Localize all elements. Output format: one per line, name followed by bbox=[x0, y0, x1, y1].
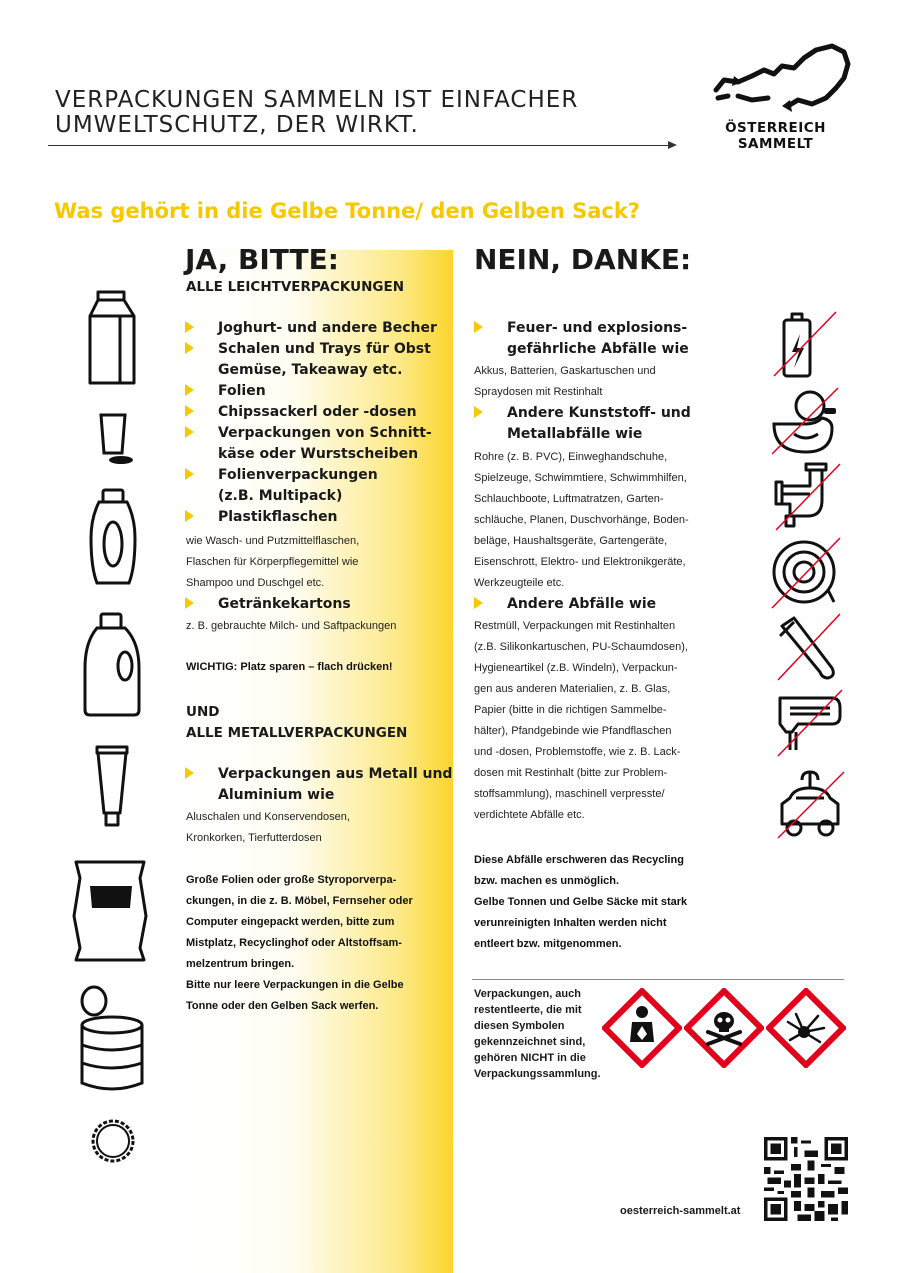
health-hazard-icon bbox=[602, 988, 682, 1068]
austria-map-icon bbox=[708, 40, 853, 118]
no-item-3-detail bbox=[474, 616, 688, 826]
important-note: WICHTIG: Platz sparen – flach drücken! bbox=[186, 661, 393, 673]
bullet-icon bbox=[185, 321, 194, 333]
headline-line-1: VERPACKUNGEN SAMMELN IST EINFACHER bbox=[55, 87, 579, 113]
no-item-3 bbox=[507, 594, 656, 615]
metal-detail bbox=[186, 807, 350, 849]
headline bbox=[55, 88, 578, 138]
bullet-icon bbox=[185, 426, 194, 438]
yes-subtitle: ALLE LEICHTVERPACKUNGEN bbox=[186, 279, 404, 295]
bullet-icon bbox=[185, 384, 194, 396]
metal-item-line: Aluminium wie bbox=[218, 787, 335, 803]
detail-line: Kronkorken, Tierfutterdosen bbox=[186, 832, 322, 844]
metal-heading-line: ALLE METALLVERPACKUNGEN bbox=[186, 725, 408, 741]
bullet-icon bbox=[185, 468, 194, 480]
hazard-line: restentleerte, die mit bbox=[474, 1004, 582, 1016]
milk-carton-icon bbox=[86, 290, 138, 386]
yes-item-3 bbox=[218, 381, 266, 402]
detail-line: gen aus anderen Materialien, z. B. Glas, bbox=[474, 683, 671, 695]
hand-mixer-crossed-icon bbox=[774, 688, 844, 758]
no-item-1-detail bbox=[474, 361, 656, 403]
detail-line: Spraydosen mit Restinhalt bbox=[474, 386, 603, 398]
shampoo-bottle-icon bbox=[89, 488, 137, 586]
logo-text bbox=[708, 120, 843, 152]
yes-notes bbox=[186, 870, 413, 1017]
yes-item-5-line: käse oder Wurstscheiben bbox=[218, 446, 419, 462]
pipes-crossed-icon bbox=[770, 460, 844, 532]
divider bbox=[472, 979, 844, 980]
beverage-cartons-item bbox=[218, 594, 351, 615]
hazard-line: gehören NICHT in die bbox=[474, 1052, 586, 1064]
chips-bag-icon bbox=[70, 856, 150, 966]
no-item-2-line: Metallabfälle wie bbox=[507, 426, 643, 442]
detail-line: Eisenschrott, Elektro- und Elektronikgeräte, bbox=[474, 556, 686, 568]
yes-item-6-line: Folienverpackungen bbox=[218, 467, 378, 483]
metal-heading bbox=[186, 702, 407, 744]
explosive-icon bbox=[766, 988, 846, 1068]
detail-line: Restmüll, Verpackungen mit Restinhalten bbox=[474, 620, 676, 632]
no-item-2-line: Andere Kunststoff- und bbox=[507, 405, 691, 421]
yes-item-7-line: Plastikflaschen bbox=[218, 509, 338, 525]
note-line: Mistplatz, Recyclinghof oder Altstoffsam- bbox=[186, 937, 402, 949]
no-title: NEIN, DANKE: bbox=[474, 243, 692, 276]
note-line: Tonne oder den Gelben Sack werfen. bbox=[186, 1000, 379, 1012]
yes-item-2 bbox=[218, 339, 431, 381]
yogurt-cup-icon bbox=[95, 410, 135, 470]
no-item-1-line: Feuer- und explosions- bbox=[507, 320, 688, 336]
beverage-detail: z. B. gebrauchte Milch- und Saftpackungen bbox=[186, 620, 397, 632]
bullet-icon bbox=[474, 406, 483, 418]
note-line: ckungen, in die z. B. Möbel, Fernseher oder bbox=[186, 895, 413, 907]
yes-item-3-line: Folien bbox=[218, 383, 266, 399]
hazard-line: Verpackungen, auch bbox=[474, 988, 581, 1000]
detail-line: Hygieneartikel (z.B. Windeln), Verpackun- bbox=[474, 662, 678, 674]
note-line: Bitte nur leere Verpackungen in die Gelbe bbox=[186, 979, 404, 991]
detail-line: (z.B. Silikonkartuschen, PU-Schaumdosen), bbox=[474, 641, 688, 653]
detail-line: Akkus, Batterien, Gaskartuschen und bbox=[474, 365, 656, 377]
detail-line: stoffsammlung), maschinell verpresste/ bbox=[474, 788, 665, 800]
metal-item bbox=[218, 764, 452, 806]
tube-icon bbox=[94, 745, 130, 831]
detail-line: Flaschen für Körperpflegemittel wie bbox=[186, 556, 359, 568]
note-line: verunreinigten Inhalten werden nicht bbox=[474, 917, 667, 929]
hazard-text bbox=[474, 986, 601, 1082]
toy-car-crossed-icon bbox=[774, 768, 848, 840]
bullet-icon bbox=[185, 405, 194, 417]
detail-line: schläuche, Planen, Duschvorhänge, Boden- bbox=[474, 514, 689, 526]
hazard-line: gekennzeichnet sind, bbox=[474, 1036, 586, 1048]
no-notes bbox=[474, 850, 687, 955]
yes-item-6 bbox=[218, 465, 378, 507]
note-line: melzentrum bringen. bbox=[186, 958, 295, 970]
bullet-icon bbox=[474, 321, 483, 333]
metal-heading-line: UND bbox=[186, 704, 220, 720]
detail-line: hälter), Pfandgebinde wie Pfandflaschen bbox=[474, 725, 672, 737]
detail-line: dosen mit Restinhalt (bitte zur Problem- bbox=[474, 767, 668, 779]
question-heading: Was gehört in die Gelbe Tonne/ den Gelben Sack? bbox=[54, 199, 640, 223]
no-item-2 bbox=[507, 403, 691, 445]
detail-line: Aluschalen und Konservendosen, bbox=[186, 811, 350, 823]
detail-line: beläge, Haushaltsgeräte, Gartengeräte, bbox=[474, 535, 668, 547]
detail-line: Shampoo und Duschgel etc. bbox=[186, 577, 325, 589]
bullet-icon bbox=[185, 597, 194, 609]
detail-line: verdichtete Abfälle etc. bbox=[474, 809, 585, 821]
detail-line: wie Wasch- und Putzmittelflaschen, bbox=[186, 535, 360, 547]
hazard-line: diesen Symbolen bbox=[474, 1020, 565, 1032]
website-link[interactable]: oesterreich-sammelt.at bbox=[620, 1205, 741, 1217]
logo-line-2: SAMMELT bbox=[737, 136, 814, 152]
note-line: Diese Abfälle erschweren das Recycling bbox=[474, 854, 684, 866]
tin-can-icon bbox=[78, 985, 150, 1095]
yes-item-1-line: Joghurt- und andere Becher bbox=[218, 320, 437, 336]
header-rule bbox=[48, 145, 672, 146]
note-line: Gelbe Tonnen und Gelbe Säcke mit stark bbox=[474, 896, 688, 908]
yes-item-1 bbox=[218, 318, 437, 339]
hazard-line: Verpackungssammlung. bbox=[474, 1068, 601, 1080]
bullet-icon bbox=[474, 597, 483, 609]
yes-title: JA, BITTE: bbox=[185, 243, 339, 276]
note-line: Große Folien oder große Styroporverpa- bbox=[186, 874, 397, 886]
toothbrush-crossed-icon bbox=[774, 612, 842, 682]
detail-line: und -dosen, Problemstoffe, wie z. B. Lack- bbox=[474, 746, 681, 758]
yes-item-4 bbox=[218, 402, 417, 423]
plastic-bottles-detail bbox=[186, 531, 359, 594]
no-item-1 bbox=[507, 318, 689, 360]
bullet-icon bbox=[185, 342, 194, 354]
no-item-1-line: gefährliche Abfälle wie bbox=[507, 341, 689, 357]
qr-code-icon bbox=[763, 1137, 849, 1221]
garden-hose-crossed-icon bbox=[768, 536, 844, 610]
yes-item-2-line: Gemüse, Takeaway etc. bbox=[218, 362, 403, 378]
logo-line-1: ÖSTERREICH bbox=[725, 120, 826, 136]
battery-crossed-icon bbox=[768, 310, 842, 380]
no-item-3-line: Andere Abfälle wie bbox=[507, 596, 657, 612]
bullet-icon bbox=[185, 767, 194, 779]
detail-line: Schlauchboote, Luftmatratzen, Garten- bbox=[474, 493, 664, 505]
yes-item-2-line: Schalen und Trays für Obst bbox=[218, 341, 431, 357]
note-line: bzw. machen es unmöglich. bbox=[474, 875, 620, 887]
logo bbox=[708, 40, 858, 160]
headline-line-2: UMWELTSCHUTZ, DER WIRKT. bbox=[55, 112, 419, 138]
skull-crossbones-icon bbox=[684, 988, 764, 1068]
note-line: entleert bzw. mitgenommen. bbox=[474, 938, 622, 950]
no-item-2-detail bbox=[474, 447, 689, 594]
detail-line: Papier (bitte in die richtigen Sammelbe- bbox=[474, 704, 667, 716]
detergent-bottle-icon bbox=[81, 612, 143, 718]
bullet-icon bbox=[185, 510, 194, 522]
metal-item-line: Verpackungen aus Metall und bbox=[218, 766, 453, 782]
rubber-duck-crossed-icon bbox=[766, 384, 844, 456]
yes-item-7 bbox=[218, 507, 338, 528]
yes-item-5 bbox=[218, 423, 432, 465]
arrow-right-icon bbox=[668, 141, 677, 149]
note-line: Computer eingepackt werden, bitte zum bbox=[186, 916, 395, 928]
beverage-cartons-line: Getränkekartons bbox=[218, 596, 351, 612]
detail-line: Spielzeuge, Schwimmtiere, Schwimmhilfen, bbox=[474, 472, 687, 484]
detail-line: Werkzeugteile etc. bbox=[474, 577, 565, 589]
yes-item-6-line: (z.B. Multipack) bbox=[218, 488, 343, 504]
detail-line: Rohre (z. B. PVC), Einweghandschuhe, bbox=[474, 451, 668, 463]
yes-item-5-line: Verpackungen von Schnitt- bbox=[218, 425, 432, 441]
yes-item-4-line: Chipssackerl oder -dosen bbox=[218, 404, 417, 420]
bottle-cap-icon bbox=[89, 1117, 137, 1165]
